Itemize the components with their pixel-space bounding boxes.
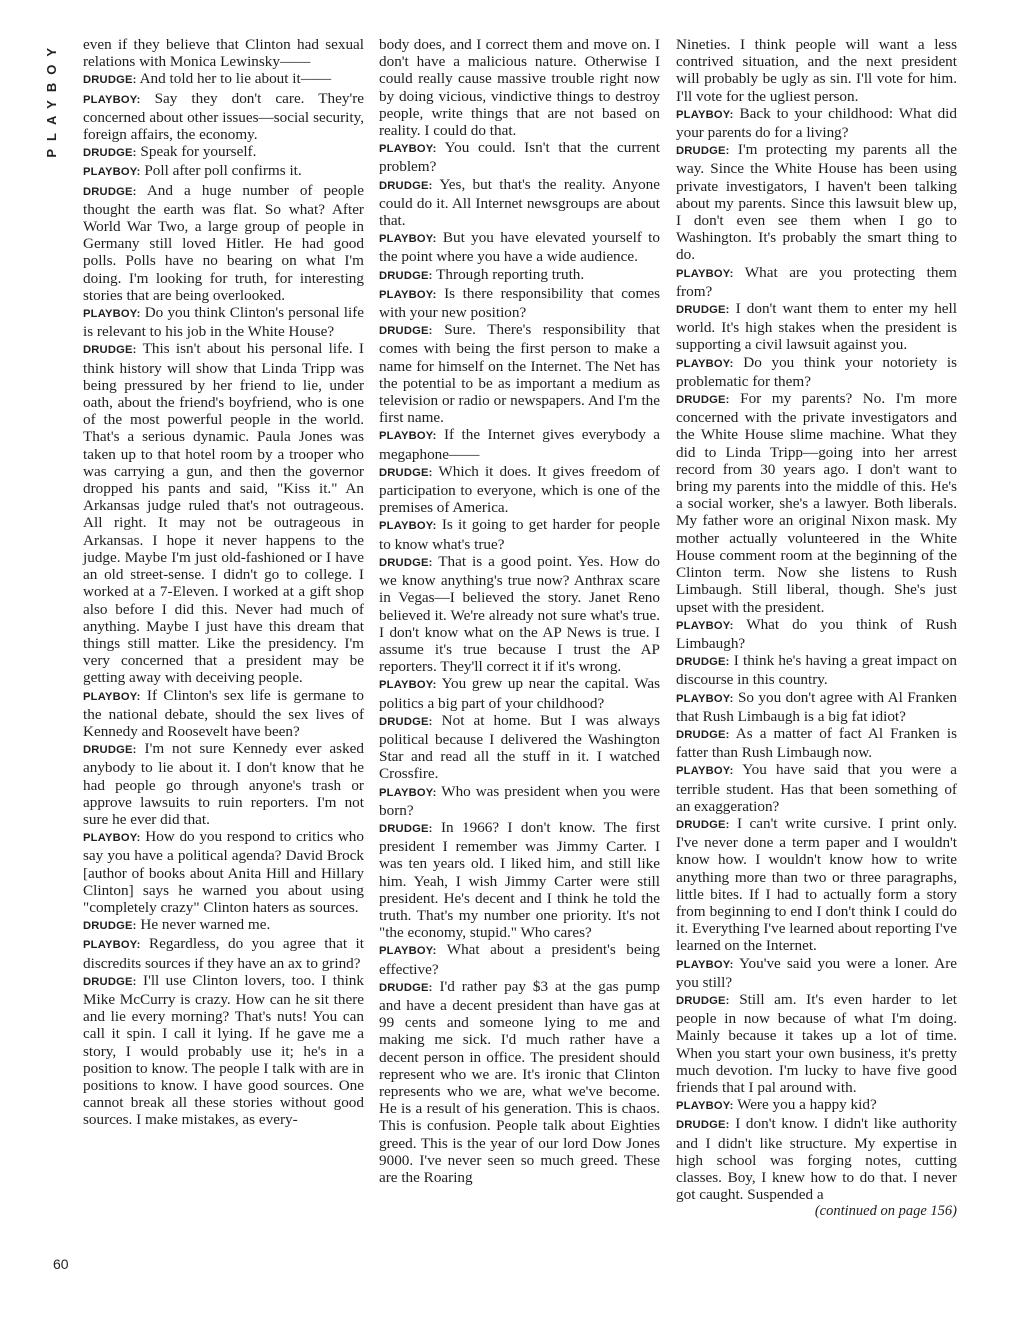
speaker-label: DRUDGE:	[83, 185, 137, 198]
interview-paragraph	[379, 783, 660, 819]
paragraph-text: He never warned me.	[140, 916, 271, 934]
speaker-label: PLAYBOY:	[83, 308, 141, 321]
interview-paragraph	[676, 689, 957, 725]
interview-paragraph	[379, 285, 660, 321]
paragraph-text: If the Internet gives everybody a megaphone——	[379, 426, 661, 463]
interview-paragraph	[379, 321, 660, 426]
speaker-label: PLAYBOY:	[676, 619, 734, 632]
interview-paragraph	[676, 300, 957, 354]
speaker-label: DRUDGE:	[379, 269, 433, 282]
speaker-label: DRUDGE:	[379, 325, 433, 338]
paragraph-text: How do you respond to critics who say you have a political agenda? David Brock [author of books about Anita Hill and Hillary Clinton] says he warned you about using "completely crazy" Clinton haters as sources.	[83, 828, 364, 916]
paragraph-text: Nineties. I think people will want a less contrived situation, and the next president will probably be ugly as sin. I'll vote for him. I'll vote for the ugliest person.	[676, 36, 957, 105]
speaker-label: DRUDGE:	[676, 818, 730, 831]
paragraph-text: Speak for yourself.	[140, 143, 257, 161]
paragraph-text: body does, and I correct them and move on. I don't have a malicious nature. Otherwise I could really cause massive trouble right now by doing vicious, vindictive things to destroy people, write things that are not based on reality. I could do that.	[379, 36, 660, 140]
paragraph-text: I'll use Clinton lovers, too. I think Mike McCurry is crazy. How can he sit there and lie every morning? That's nuts! You can call it spin. I call it lying. If he gave me a story, I would probably use it; he's in a position to know. The people I talk with are in positions to know. I have good sources. One cannot break all these stories without good sources. I make mistakes, as every-	[83, 971, 364, 1129]
magazine-name: PLAYBOY	[44, 40, 59, 158]
interview-paragraph	[676, 1096, 957, 1115]
speaker-label: PLAYBOY:	[83, 93, 141, 106]
paragraph-text: As a matter of fact Al Franken is fatter than Rush Limbaugh now.	[676, 724, 957, 762]
interview-paragraph	[379, 712, 660, 783]
paragraph-text: In 1966? I don't know. The first president I remember was Jimmy Carter. I was ten years old. I liked him, and still like him. Yeah, I wish Jimmy Carter were still president. He's decent and I think he told the truth. That's my number one priority. It's not "the economy, stupid." Who cares?	[379, 818, 660, 942]
paragraph-text: What do you think of Rush Limbaugh?	[676, 615, 957, 652]
interview-paragraph	[83, 36, 364, 70]
paragraph-text: Still am. It's even harder to let people in now because of what I'm doing. Mainly because it takes up a lot of time. When you start your own business, it's pretty much devotion. I'm lucky to have five good friends that I pal around with.	[676, 990, 957, 1096]
interview-paragraph	[676, 725, 957, 761]
interview-paragraph	[83, 828, 364, 916]
paragraph-text: Is it going to get harder for people to know what's true?	[379, 516, 660, 553]
speaker-label: DRUDGE:	[379, 981, 433, 994]
paragraph-text: What about a president's being effective?	[379, 941, 660, 978]
speaker-label: DRUDGE:	[676, 1119, 730, 1132]
interview-paragraph	[83, 70, 364, 89]
speaker-label: PLAYBOY:	[83, 832, 141, 845]
speaker-label: PLAYBOY:	[676, 108, 734, 121]
speaker-label: DRUDGE:	[83, 344, 137, 357]
paragraph-text: And told her to lie about it——	[139, 70, 332, 88]
interview-paragraph	[379, 463, 660, 517]
speaker-label: DRUDGE:	[379, 179, 433, 192]
speaker-label: PLAYBOY:	[676, 765, 734, 778]
interview-paragraph	[83, 340, 364, 686]
speaker-label: PLAYBOY:	[83, 166, 141, 179]
text-column-3	[676, 36, 957, 1221]
interview-paragraph	[379, 516, 660, 552]
speaker-label: PLAYBOY:	[379, 233, 437, 246]
paragraph-text: Sure. There's responsibility that comes with being the first person to make a name for himself on the Internet. The Net has the potential to be as important a medium as television or radio or newspapers. And I'm the first name.	[379, 321, 660, 427]
interview-paragraph	[676, 955, 957, 991]
paragraph-text: I'm not sure Kennedy ever asked anybody to lie about it. I don't know that he had people go through anyone's trash or approve lawsuits to ruin reporters. I'm not sure he ever did that.	[83, 740, 364, 828]
interview-paragraph	[83, 972, 364, 1129]
speaker-label: PLAYBOY:	[83, 939, 141, 952]
speaker-label: DRUDGE:	[676, 394, 730, 407]
paragraph-text: Yes, but that's the reality. Anyone could do it. All Internet newsgroups are about that.	[379, 175, 661, 230]
interview-paragraph	[676, 991, 957, 1096]
interview-paragraph	[379, 426, 660, 462]
speaker-label: PLAYBOY:	[379, 786, 437, 799]
paragraph-text: even if they believe that Clinton had sexual relations with Monica Lewinsky——	[83, 36, 364, 71]
paragraph-text: I'm protecting my parents all the way. Since the White House has been using private investigators, I haven't been talking about my parents. Since this lawsuit blew up, I don't even see them when I go to Washington. It's probably the smart thing to do.	[676, 141, 957, 264]
paragraph-text: Do you think Clinton's personal life is relevant to his job in the White House?	[83, 304, 365, 341]
interview-paragraph	[676, 815, 957, 955]
interview-paragraph	[379, 266, 660, 285]
paragraph-text: Poll after poll confirms it.	[144, 162, 302, 180]
interview-paragraph	[676, 652, 957, 688]
magazine-name-rail	[44, 40, 68, 158]
interview-paragraph	[379, 819, 660, 941]
interview-paragraph	[83, 740, 364, 828]
interview-paragraph	[379, 978, 660, 1186]
paragraph-text: You grew up near the capital. Was politics a big part of your childhood?	[379, 675, 660, 712]
speaker-label: DRUDGE:	[676, 304, 730, 317]
interview-paragraph	[379, 229, 660, 265]
continued-note: (continued on page 156)	[814, 1203, 957, 1220]
interview-paragraph	[676, 264, 957, 300]
speaker-label: DRUDGE:	[676, 656, 730, 669]
interview-paragraph	[676, 616, 957, 652]
speaker-label: DRUDGE:	[676, 994, 730, 1007]
speaker-label: DRUDGE:	[83, 920, 137, 933]
speaker-label: DRUDGE:	[379, 715, 433, 728]
speaker-label: PLAYBOY:	[379, 430, 437, 443]
page-number: 60	[53, 1256, 69, 1272]
paragraph-text: You have said that you were a terrible student. Has that been something of an exaggeration?	[676, 761, 958, 815]
paragraph-text: So you don't agree with Al Franken that Rush Limbaugh is a big fat idiot?	[676, 688, 957, 725]
text-column-2	[379, 36, 660, 1186]
paragraph-text: You could. Isn't that the current problem?	[379, 139, 660, 176]
interview-paragraph	[676, 1115, 957, 1203]
interview-paragraph	[676, 36, 957, 105]
interview-paragraph	[83, 182, 364, 304]
interview-paragraph	[676, 390, 957, 616]
speaker-label: DRUDGE:	[83, 744, 137, 757]
interview-paragraph	[83, 143, 364, 162]
interview-paragraph	[83, 687, 364, 741]
speaker-label: PLAYBOY:	[379, 945, 437, 958]
paragraph-text: What are you protecting them from?	[676, 263, 957, 300]
interview-paragraph	[676, 141, 957, 263]
interview-paragraph	[379, 941, 660, 977]
speaker-label: DRUDGE:	[379, 466, 433, 479]
paragraph-text: Were you a happy kid?	[737, 1096, 877, 1114]
interview-paragraph	[379, 139, 660, 175]
paragraph-text: Do you think your notoriety is problematic for them?	[676, 353, 957, 390]
speaker-label: PLAYBOY:	[676, 1100, 734, 1113]
text-column-1	[83, 36, 364, 1129]
interview-paragraph	[83, 162, 364, 181]
speaker-label: PLAYBOY:	[379, 143, 437, 156]
speaker-label: DRUDGE:	[83, 147, 137, 160]
interview-paragraph	[83, 304, 364, 340]
speaker-label: PLAYBOY:	[676, 357, 734, 370]
paragraph-text: Which it does. It gives freedom of participation to everyone, which is one of the premises of America.	[379, 462, 660, 517]
paragraph-text: For my parents? No. I'm more concerned with the private investigators and the White House slime machine. What they did to Linda Tripp—going into her arrest record from 30 years ago. I don't want to bring my parents into the middle of this. He's a social worker, she's a lawyer. Both liberals. My father wore an original Nixon mask. My mother actually volunteered in the White House comment room at the beginning of the Clinton term. Now she listens to Rush Limbaugh. Still liberal, though. She's just upset with the president.	[676, 390, 958, 616]
speaker-label: DRUDGE:	[676, 728, 730, 741]
paragraph-text: Is there responsibility that comes with your new position?	[379, 284, 660, 322]
speaker-label: DRUDGE:	[676, 145, 730, 158]
paragraph-text: Back to your childhood: What did your parents do for a living?	[676, 104, 958, 142]
speaker-label: DRUDGE:	[379, 822, 433, 835]
paragraph-text: I can't write cursive. I print only. I've never done a term paper and I wouldn't know how. I wouldn't know how to write anything more than two or three paragraphs, little bites. If I had to actually form a story from beginning to end I don't think I could do it. Everything I've learned about reporting I've learned on the Internet.	[676, 814, 957, 955]
paragraph-text: I'd rather pay $3 at the gas pump and have a decent president than have gas at 99 cents and someone lying to me and making me sick. I'd much rather have a decent person in office. The president should represent who we are. It's ironic that Clinton represents who we are, what we've become. He is a result of his generation. This is chaos. This is confusion. People talk about Eighties greed. This is the year of our lord Dow Jones 9000. I've never seen so much greed. These are the Roaring	[379, 977, 660, 1186]
paragraph-text: I don't want them to enter my hell world. It's high stakes when the president is supporting a civil lawsuit against you.	[676, 300, 957, 354]
paragraph-text: I don't know. I didn't like authority and I didn't like structure. My expertise in high school was forging notes, cutting classes. Boy, I knew how to do that. I never got caught. Suspended a	[676, 1115, 958, 1204]
paragraph-text: Not at home. But I was always political because I delivered the Washington Star and read all the stuff in it. I watched Crossfire.	[379, 711, 660, 783]
interview-paragraph	[379, 675, 660, 711]
interview-paragraph	[83, 90, 364, 144]
interview-paragraph	[379, 176, 660, 230]
speaker-label: PLAYBOY:	[676, 267, 734, 280]
paragraph-text: You've said you were a loner. Are you still?	[676, 954, 958, 991]
interview-paragraph	[676, 761, 957, 815]
interview-paragraph	[379, 36, 660, 139]
speaker-label: DRUDGE:	[83, 975, 137, 988]
speaker-label: DRUDGE:	[379, 556, 433, 569]
speaker-label: PLAYBOY:	[379, 520, 437, 533]
paragraph-text: Say they don't care. They're concerned about other issues—social security, foreign affairs, the economy.	[83, 89, 364, 144]
speaker-label: DRUDGE:	[83, 74, 137, 87]
paragraph-text: This isn't about his personal life. I think history will show that Linda Tripp was being pressured by her friend to lie, under oath, about the friend's boyfriend, who is one of the most powerful people in the world. That's a serious dynamic. Paula Jones was taken up to that hotel room by a trooper who was carrying a gun, and then the governor dropped his pants and said, "Kiss it." An Arkansas judge ruled that's not outrageous. All right. It may not be outrageous in Arkansas. I hope it never happens to the judge. Maybe I'm just old-fashioned or I have an old street-sense. I didn't go to college. I worked at a 7-Eleven. I worked at a gift shop also before I did this. Never had much of anything. Maybe I just have this dream that things still matter. Like the presidency. I'm very concerned that a president may be getting away with deceiving people.	[83, 340, 364, 687]
interview-paragraph	[676, 354, 957, 390]
interview-paragraph	[83, 935, 364, 971]
paragraph-text: But you have elevated yourself to the point where you have a wide audience.	[379, 229, 660, 266]
paragraph-text: I think he's having a great impact on discourse in this country.	[676, 652, 957, 689]
speaker-label: PLAYBOY:	[676, 692, 734, 705]
speaker-label: PLAYBOY:	[379, 679, 437, 692]
paragraph-text: Who was president when you were born?	[379, 782, 660, 819]
paragraph-text: If Clinton's sex life is germane to the national debate, should the sex lives of Kennedy and Roosevelt have been?	[83, 686, 364, 740]
paragraph-text: Through reporting truth.	[436, 265, 585, 283]
interview-paragraph	[676, 105, 957, 141]
paragraph-text: And a huge number of people thought the earth was flat. So what? After World War Two, a large group of people in Germany still loved Hitler. He had good polls. Polls have no bearing on what I'm doing. I'm looking for truth, for interesting stories that are being overlooked.	[83, 181, 364, 304]
paragraph-text: Regardless, do you agree that it discredits sources if they have an ax to grind?	[83, 935, 364, 972]
speaker-label: PLAYBOY:	[379, 288, 437, 301]
speaker-label: PLAYBOY:	[83, 690, 141, 703]
speaker-label: PLAYBOY:	[676, 958, 734, 971]
interview-paragraph	[379, 553, 660, 675]
interview-paragraph	[83, 916, 364, 935]
paragraph-text: That is a good point. Yes. How do we know anything's true now? Anthrax scare in Vegas—I believed the story. Janet Reno believed it. We're already not sure what's true. I don't know what on the AP News is true. I assume it's true because I trust the AP reporters. They'll correct it if it's wrong.	[379, 552, 660, 676]
